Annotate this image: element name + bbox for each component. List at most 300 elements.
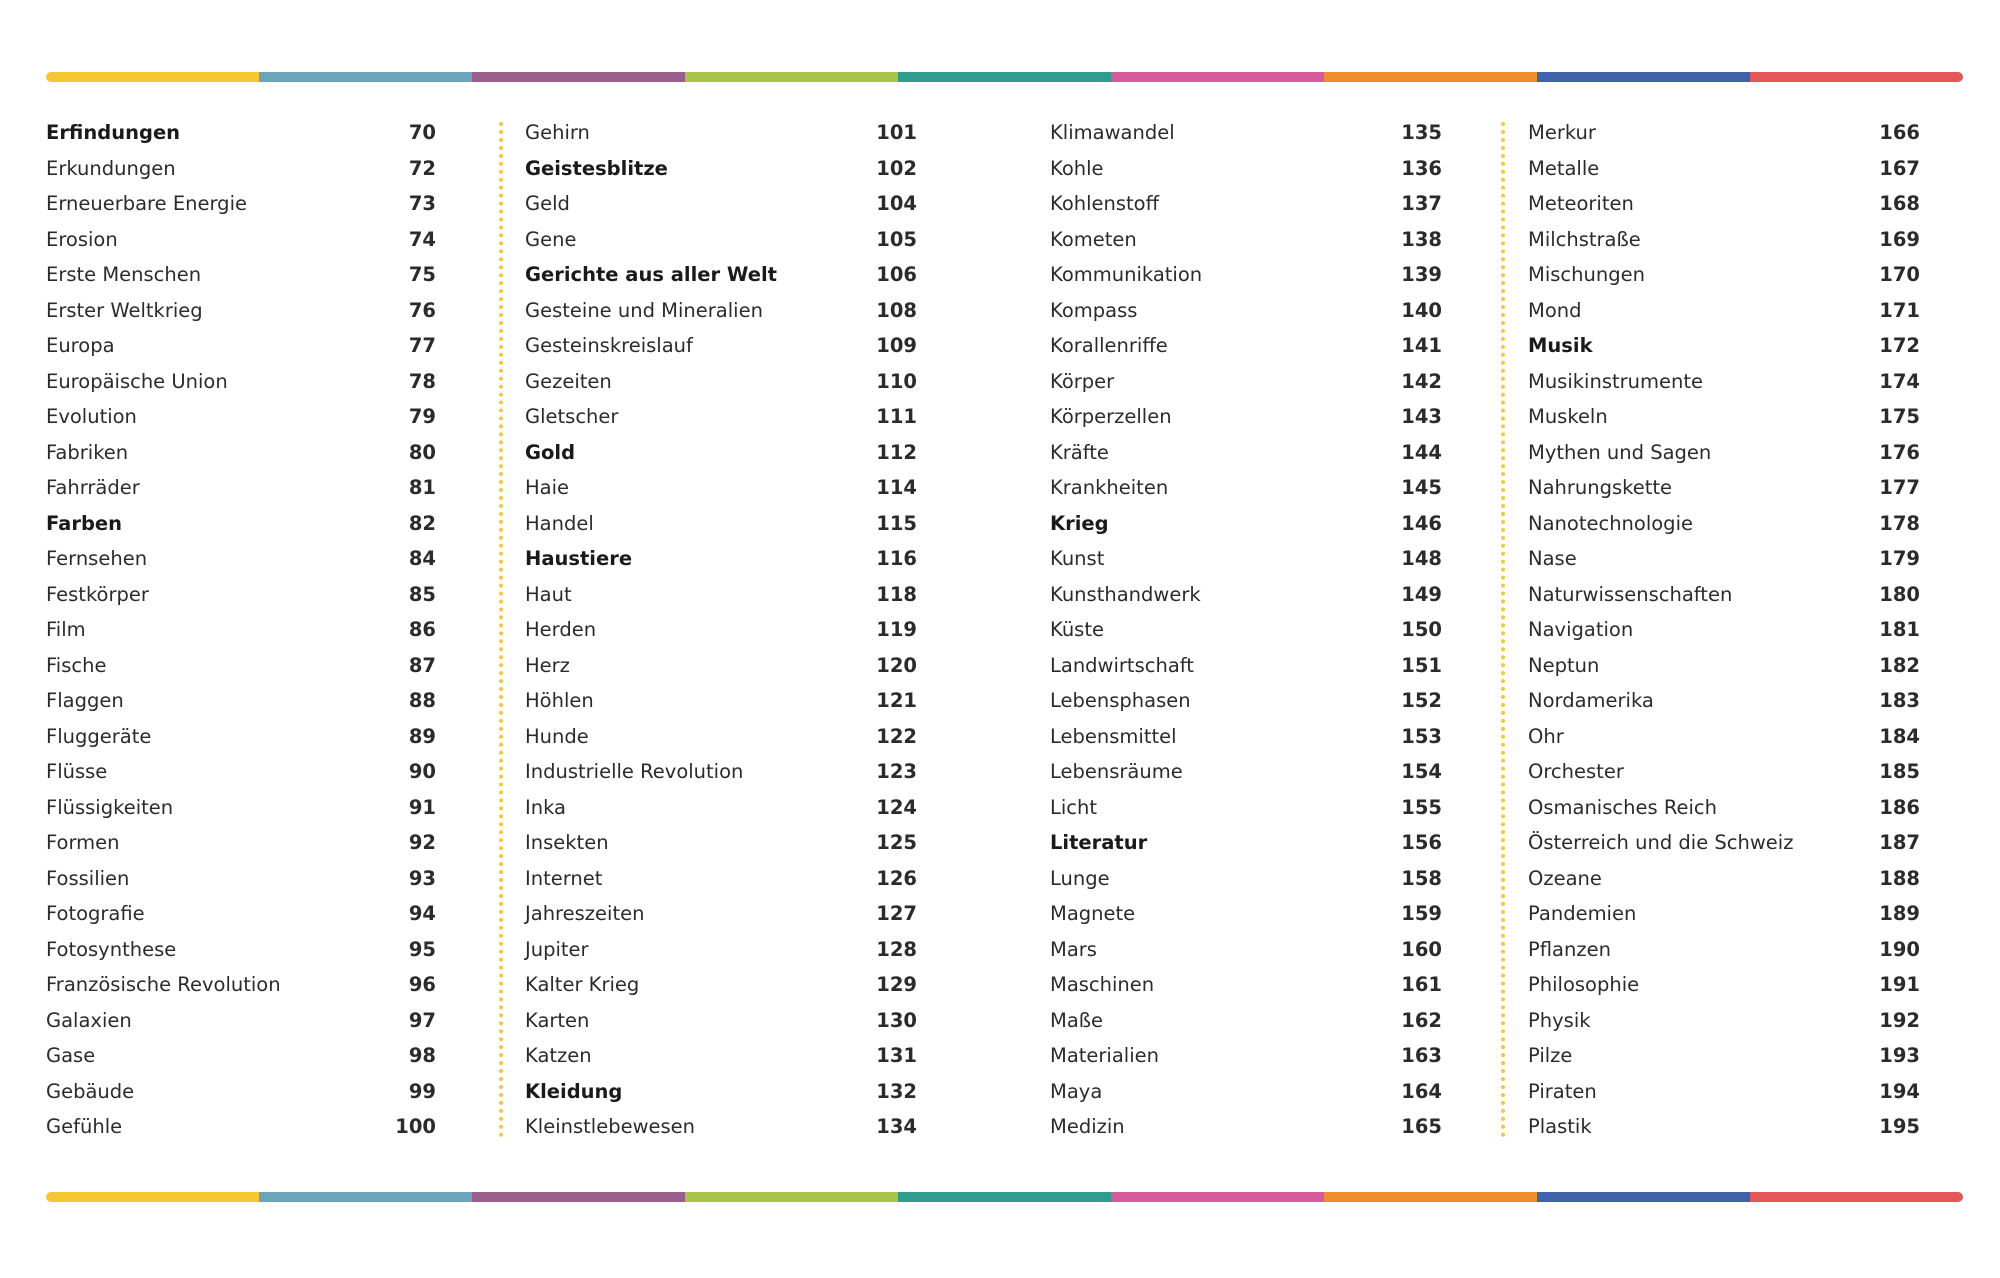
index-entry xyxy=(1050,896,1442,932)
index-entry-label: Kleidung xyxy=(525,1079,623,1103)
index-entry-label: Erste Menschen xyxy=(46,263,202,286)
index-entry-page: 178 xyxy=(1879,511,1920,535)
stripe-segment xyxy=(1750,1192,1963,1202)
index-entry xyxy=(525,1038,917,1074)
index-entry-page: 91 xyxy=(408,795,436,819)
index-entry-page: 92 xyxy=(408,831,436,854)
index-entry-page: 187 xyxy=(1879,831,1920,854)
index-entry xyxy=(1528,790,1920,826)
index-entry-label: Milchstraße xyxy=(1528,227,1641,251)
index-entry-label: Festkörper xyxy=(46,582,149,606)
index-entry xyxy=(46,115,436,151)
index-entry xyxy=(525,257,917,293)
index-entry-label: Osmanisches Reich xyxy=(1528,795,1717,819)
index-entry-label: Erfindungen xyxy=(46,121,181,144)
index-entry-label: Evolution xyxy=(46,405,137,428)
index-entry-label: Meteoriten xyxy=(1528,192,1634,215)
stripe-segment xyxy=(1324,1192,1537,1202)
index-entry-label: Gesteinskreislauf xyxy=(525,334,693,357)
index-entry-page: 170 xyxy=(1879,263,1920,286)
index-entry xyxy=(1050,435,1442,471)
index-entry-page: 93 xyxy=(408,866,436,890)
index-entry-page: 109 xyxy=(876,334,917,357)
index-entry-page: 166 xyxy=(1879,121,1920,144)
index-entry xyxy=(1528,1074,1920,1110)
index-entry-page: 177 xyxy=(1879,476,1920,499)
index-entry xyxy=(525,896,917,932)
index-entry-page: 136 xyxy=(1401,156,1442,180)
index-entry-label: Fische xyxy=(46,653,107,677)
stripe-segment xyxy=(46,1192,259,1202)
index-entry-label: Maya xyxy=(1050,1079,1103,1103)
index-entry-label: Gase xyxy=(46,1044,96,1067)
index-entry-page: 94 xyxy=(408,902,436,925)
index-entry xyxy=(1528,257,1920,293)
index-entry-label: Gezeiten xyxy=(525,369,612,393)
index-entry-label: Höhlen xyxy=(525,689,594,712)
stripe-segment xyxy=(1111,72,1324,82)
index-entry xyxy=(46,612,436,648)
index-entry xyxy=(46,435,436,471)
index-entry-label: Kometen xyxy=(1050,227,1137,251)
index-entry-label: Kalter Krieg xyxy=(525,973,640,996)
index-entry xyxy=(1050,754,1442,790)
index-entry xyxy=(46,577,436,613)
index-entry xyxy=(46,896,436,932)
index-entry-page: 180 xyxy=(1879,582,1920,606)
index-entry xyxy=(1050,612,1442,648)
index-entry-label: Flüssigkeiten xyxy=(46,795,174,819)
index-entry-label: Kräfte xyxy=(1050,440,1109,464)
index-entry-page: 78 xyxy=(408,369,436,393)
index-entry-page: 108 xyxy=(876,298,917,322)
index-entry xyxy=(1050,328,1442,364)
index-entry xyxy=(46,648,436,684)
index-entry-label: Magnete xyxy=(1050,902,1136,925)
index-entry-page: 186 xyxy=(1879,795,1920,819)
index-entry xyxy=(46,861,436,897)
index-entry-page: 120 xyxy=(876,653,917,677)
index-entry-label: Mars xyxy=(1050,937,1097,961)
index-entry xyxy=(1050,932,1442,968)
index-entry-label: Pilze xyxy=(1528,1044,1573,1067)
stripe-segment xyxy=(259,72,472,82)
index-entry xyxy=(525,967,917,1003)
index-entry xyxy=(1050,719,1442,755)
index-entry xyxy=(1050,506,1442,542)
index-entry xyxy=(46,1109,436,1145)
index-entry-page: 105 xyxy=(876,227,917,251)
index-entry xyxy=(1050,648,1442,684)
index-entry xyxy=(46,328,436,364)
index-entry-page: 169 xyxy=(1879,227,1920,251)
index-entry-page: 116 xyxy=(876,547,917,570)
index-entry-label: Haut xyxy=(525,582,572,606)
index-entry xyxy=(525,577,917,613)
index-entry xyxy=(46,1074,436,1110)
stripe-segment xyxy=(472,1192,685,1202)
index-entry xyxy=(46,293,436,329)
stripe-segment xyxy=(898,72,1111,82)
index-entry-page: 123 xyxy=(876,760,917,783)
index-entry-page: 172 xyxy=(1879,334,1920,357)
index-entry xyxy=(1528,328,1920,364)
index-entry-label: Erkundungen xyxy=(46,156,176,180)
index-entry xyxy=(1528,612,1920,648)
index-entry xyxy=(525,328,917,364)
index-entry-label: Katzen xyxy=(525,1044,592,1067)
index-entry xyxy=(525,861,917,897)
index-entry-label: Nordamerika xyxy=(1528,689,1654,712)
index-entry-label: Gefühle xyxy=(46,1115,123,1138)
index-entry-label: Materialien xyxy=(1050,1044,1159,1067)
index-entry-page: 100 xyxy=(395,1115,436,1138)
index-entry xyxy=(1528,1038,1920,1074)
index-entry-label: Korallenriffe xyxy=(1050,334,1168,357)
index-entry-label: Flüsse xyxy=(46,760,108,783)
index-entry-page: 192 xyxy=(1879,1008,1920,1032)
stripe-segment xyxy=(685,72,898,82)
index-entry xyxy=(525,151,917,187)
index-entry-page: 145 xyxy=(1401,476,1442,499)
index-entry-label: Erosion xyxy=(46,227,118,251)
index-entry xyxy=(46,825,436,861)
index-column-1 xyxy=(46,115,436,1145)
index-entry-page: 106 xyxy=(876,263,917,286)
index-entry xyxy=(1528,506,1920,542)
index-entry xyxy=(46,790,436,826)
index-entry xyxy=(46,506,436,542)
index-entry-label: Fabriken xyxy=(46,440,129,464)
index-entry-label: Haie xyxy=(525,476,570,499)
index-entry-page: 183 xyxy=(1879,689,1920,712)
index-column-2 xyxy=(525,115,917,1145)
index-entry-page: 175 xyxy=(1879,405,1920,428)
stripe-segment xyxy=(472,72,685,82)
index-entry-label: Maschinen xyxy=(1050,973,1155,996)
index-entry-label: Nahrungskette xyxy=(1528,476,1673,499)
index-entry-page: 115 xyxy=(876,511,917,535)
index-entry-page: 124 xyxy=(876,795,917,819)
index-entry-label: Gletscher xyxy=(525,405,619,428)
index-entry xyxy=(1528,1003,1920,1039)
index-entry xyxy=(525,932,917,968)
index-entry-page: 137 xyxy=(1401,192,1442,215)
index-entry xyxy=(525,541,917,577)
index-entry xyxy=(525,1074,917,1110)
index-entry xyxy=(1528,222,1920,258)
index-entry-label: Licht xyxy=(1050,795,1098,819)
index-entry xyxy=(46,967,436,1003)
index-entry-label: Karten xyxy=(525,1008,590,1032)
index-entry-page: 160 xyxy=(1401,937,1442,961)
index-entry xyxy=(1050,861,1442,897)
index-entry-page: 188 xyxy=(1879,866,1920,890)
index-column-3 xyxy=(1050,115,1442,1145)
index-entry xyxy=(525,222,917,258)
index-entry xyxy=(1050,222,1442,258)
index-entry-page: 96 xyxy=(408,973,436,996)
index-entry-label: Gebäude xyxy=(46,1079,135,1103)
index-entry xyxy=(1528,719,1920,755)
top-color-stripe xyxy=(46,72,1963,82)
index-entry xyxy=(1050,399,1442,435)
index-entry-page: 159 xyxy=(1401,902,1442,925)
index-entry-page: 114 xyxy=(876,476,917,499)
index-entry-page: 143 xyxy=(1401,405,1442,428)
index-entry-page: 99 xyxy=(408,1079,436,1103)
index-entry-page: 129 xyxy=(876,973,917,996)
index-entry xyxy=(525,364,917,400)
index-entry-label: Medizin xyxy=(1050,1115,1125,1138)
index-entry-page: 131 xyxy=(876,1044,917,1067)
index-entry-page: 111 xyxy=(876,405,917,428)
stripe-segment xyxy=(1750,72,1963,82)
index-entry-page: 101 xyxy=(876,121,917,144)
index-entry-label: Handel xyxy=(525,511,594,535)
index-entry xyxy=(1528,683,1920,719)
bottom-color-stripe xyxy=(46,1192,1963,1202)
index-entry xyxy=(46,754,436,790)
index-entry-label: Kommunikation xyxy=(1050,263,1203,286)
index-entry-label: Geistesblitze xyxy=(525,156,668,180)
index-entry xyxy=(525,115,917,151)
index-entry-page: 150 xyxy=(1401,618,1442,641)
index-entry-page: 80 xyxy=(408,440,436,464)
index-entry-page: 89 xyxy=(408,724,436,748)
index-entry xyxy=(1050,470,1442,506)
index-entry-label: Krieg xyxy=(1050,511,1109,535)
index-entry-label: Landwirtschaft xyxy=(1050,653,1194,677)
index-entry-label: Körperzellen xyxy=(1050,405,1172,428)
index-entry-page: 127 xyxy=(876,902,917,925)
index-entry-page: 79 xyxy=(408,405,436,428)
index-entry xyxy=(1528,967,1920,1003)
index-entry-page: 140 xyxy=(1401,298,1442,322)
index-entry-page: 134 xyxy=(876,1115,917,1138)
index-entry-label: Merkur xyxy=(1528,121,1596,144)
index-entry-label: Kunst xyxy=(1050,547,1105,570)
index-entry-label: Internet xyxy=(525,866,603,890)
index-entry-label: Nase xyxy=(1528,547,1577,570)
index-entry-page: 112 xyxy=(876,440,917,464)
index-entry-label: Kunsthandwerk xyxy=(1050,582,1201,606)
index-entry-label: Orchester xyxy=(1528,760,1624,783)
index-entry-page: 163 xyxy=(1401,1044,1442,1067)
index-entry-label: Fluggeräte xyxy=(46,724,152,748)
index-entry xyxy=(1050,967,1442,1003)
index-entry-label: Ozeane xyxy=(1528,866,1602,890)
index-entry xyxy=(1528,399,1920,435)
index-entry xyxy=(1050,186,1442,222)
index-entry-page: 176 xyxy=(1879,440,1920,464)
index-entry-page: 98 xyxy=(408,1044,436,1067)
index-entry-label: Europäische Union xyxy=(46,369,228,393)
index-entry-label: Ohr xyxy=(1528,724,1564,748)
index-entry-page: 149 xyxy=(1401,582,1442,606)
index-entry-label: Film xyxy=(46,618,86,641)
stripe-segment xyxy=(46,72,259,82)
index-entry xyxy=(525,648,917,684)
index-entry-label: Physik xyxy=(1528,1008,1591,1032)
index-entry-page: 121 xyxy=(876,689,917,712)
index-entry-label: Mond xyxy=(1528,298,1582,322)
index-entry xyxy=(1528,470,1920,506)
index-entry xyxy=(1528,1109,1920,1145)
index-entry-label: Industrielle Revolution xyxy=(525,760,744,783)
stripe-segment xyxy=(685,1192,898,1202)
index-entry-page: 141 xyxy=(1401,334,1442,357)
index-entry xyxy=(1528,115,1920,151)
stripe-segment xyxy=(898,1192,1111,1202)
stripe-segment xyxy=(1324,72,1537,82)
index-entry xyxy=(46,186,436,222)
index-entry-page: 152 xyxy=(1401,689,1442,712)
index-entry-page: 189 xyxy=(1879,902,1920,925)
index-entry-label: Nanotechnologie xyxy=(1528,511,1693,535)
index-entry xyxy=(1050,577,1442,613)
index-entry-page: 155 xyxy=(1401,795,1442,819)
index-entry xyxy=(46,364,436,400)
index-entry xyxy=(1050,293,1442,329)
index-entry xyxy=(525,790,917,826)
index-entry-label: Lunge xyxy=(1050,866,1110,890)
index-entry-label: Körper xyxy=(1050,369,1115,393)
index-entry-label: Kleinstlebewesen xyxy=(525,1115,696,1138)
index-entry-page: 146 xyxy=(1401,511,1442,535)
index-entry xyxy=(525,506,917,542)
index-entry xyxy=(1050,1074,1442,1110)
index-entry-page: 85 xyxy=(408,582,436,606)
index-entry-page: 158 xyxy=(1401,866,1442,890)
index-entry-page: 70 xyxy=(408,121,436,144)
index-entry xyxy=(1050,683,1442,719)
index-entry-page: 148 xyxy=(1401,547,1442,570)
index-entry-page: 142 xyxy=(1401,369,1442,393)
index-entry-label: Philosophie xyxy=(1528,973,1640,996)
index-entry-label: Krankheiten xyxy=(1050,476,1169,499)
index-entry-page: 77 xyxy=(408,334,436,357)
index-entry-page: 72 xyxy=(408,156,436,180)
index-entry-label: Herz xyxy=(525,653,570,677)
index-entry-label: Jahreszeiten xyxy=(525,902,645,925)
index-entry-page: 182 xyxy=(1879,653,1920,677)
index-entry-page: 165 xyxy=(1401,1115,1442,1138)
index-entry-page: 139 xyxy=(1401,263,1442,286)
index-entry-page: 128 xyxy=(876,937,917,961)
index-entry xyxy=(1528,754,1920,790)
index-entry xyxy=(46,222,436,258)
index-entry-page: 87 xyxy=(408,653,436,677)
index-entry xyxy=(525,612,917,648)
index-entry xyxy=(1528,861,1920,897)
index-entry xyxy=(1528,896,1920,932)
index-entry-label: Mythen und Sagen xyxy=(1528,440,1712,464)
index-entry xyxy=(1050,541,1442,577)
index-entry-page: 84 xyxy=(408,547,436,570)
index-entry-page: 88 xyxy=(408,689,436,712)
index-entry xyxy=(1050,790,1442,826)
index-entry-label: Navigation xyxy=(1528,618,1634,641)
index-entry-label: Pandemien xyxy=(1528,902,1637,925)
index-entry-label: Maße xyxy=(1050,1008,1104,1032)
index-entry-page: 191 xyxy=(1879,973,1920,996)
index-entry xyxy=(1050,825,1442,861)
index-entry-label: Französische Revolution xyxy=(46,973,281,996)
index-entry-page: 132 xyxy=(876,1079,917,1103)
index-entry-label: Fernsehen xyxy=(46,547,148,570)
index-entry-page: 90 xyxy=(408,760,436,783)
index-entry-label: Lebensmittel xyxy=(1050,724,1177,748)
index-entry-label: Kohle xyxy=(1050,156,1104,180)
index-entry-page: 110 xyxy=(876,369,917,393)
index-entry xyxy=(46,399,436,435)
index-entry-label: Musik xyxy=(1528,334,1593,357)
index-entry-page: 76 xyxy=(408,298,436,322)
index-entry xyxy=(1528,293,1920,329)
index-entry xyxy=(46,719,436,755)
index-entry-label: Jupiter xyxy=(525,937,589,961)
index-entry-label: Herden xyxy=(525,618,597,641)
index-entry-label: Muskeln xyxy=(1528,405,1608,428)
index-entry xyxy=(1528,364,1920,400)
index-entry-label: Piraten xyxy=(1528,1079,1597,1103)
index-entry xyxy=(46,1038,436,1074)
index-entry-page: 86 xyxy=(408,618,436,641)
index-entry-label: Fotografie xyxy=(46,902,145,925)
index-entry xyxy=(525,754,917,790)
index-entry-label: Galaxien xyxy=(46,1008,132,1032)
index-entry xyxy=(1528,577,1920,613)
index-entry-page: 151 xyxy=(1401,653,1442,677)
index-entry xyxy=(525,293,917,329)
index-entry-label: Gesteine und Mineralien xyxy=(525,298,763,322)
index-entry xyxy=(525,186,917,222)
index-entry xyxy=(1528,435,1920,471)
index-entry xyxy=(46,257,436,293)
index-entry xyxy=(1050,1109,1442,1145)
index-entry-label: Europa xyxy=(46,334,115,357)
index-entry xyxy=(525,719,917,755)
index-entry-page: 75 xyxy=(408,263,436,286)
index-entry-label: Kompass xyxy=(1050,298,1138,322)
stripe-segment xyxy=(1537,72,1750,82)
index-entry-label: Fahrräder xyxy=(46,476,140,499)
index-entry-label: Literatur xyxy=(1050,831,1148,854)
index-entry-label: Lebensräume xyxy=(1050,760,1183,783)
index-entry xyxy=(46,151,436,187)
index-entry xyxy=(525,470,917,506)
index-entry-page: 179 xyxy=(1879,547,1920,570)
index-entry-page: 102 xyxy=(876,156,917,180)
index-entry-page: 193 xyxy=(1879,1044,1920,1067)
index-entry-page: 144 xyxy=(1401,440,1442,464)
index-entry-label: Erster Weltkrieg xyxy=(46,298,203,322)
index-entry-page: 119 xyxy=(876,618,917,641)
index-entry-label: Kohlenstoff xyxy=(1050,192,1160,215)
index-entry-page: 126 xyxy=(876,866,917,890)
index-entry-label: Gehirn xyxy=(525,121,590,144)
index-entry-label: Klimawandel xyxy=(1050,121,1175,144)
index-entry-label: Inka xyxy=(525,795,567,819)
index-entry-page: 74 xyxy=(408,227,436,251)
index-entry-label: Formen xyxy=(46,831,120,854)
index-entry-label: Erneuerbare Energie xyxy=(46,192,247,215)
index-entry-page: 168 xyxy=(1879,192,1920,215)
index-entry-label: Gold xyxy=(525,440,576,464)
index-entry xyxy=(1050,151,1442,187)
index-entry xyxy=(1528,151,1920,187)
